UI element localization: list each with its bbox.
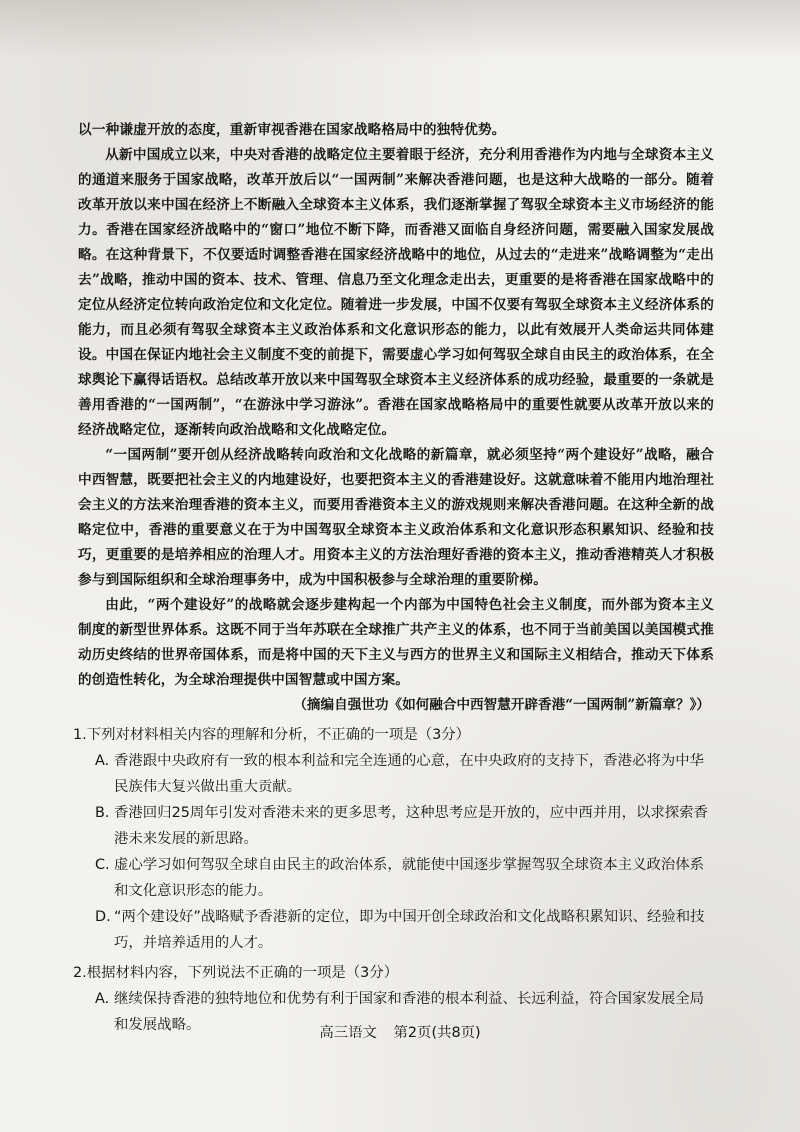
option-text: 香港回归25周年引发对香港未来的更多思考，这种思考应是开放的，应中西并用，以求探索香港未来发展的新思路。 [114,805,708,847]
option-d [78,904,714,956]
option-b [78,800,714,852]
passage-paragraph: 由此，“两个建设好”的战略就会逐步建构起一个内部为中国特色社会主义制度，而外部为资本主义制度的新型世界体系。这既不同于当年苏联在全球推广共产主义的体系，也不同于当前美国以美国模式推动历史终结的世界帝国体系，而是将中国的天下主义与西方的世界主义和国际主义相结合，推动天下体系的创造性转化，为全球治理提供中国智慧或中国方案。 [78,597,714,688]
option-letter: B. [95,805,110,821]
option-a [78,748,714,800]
option-text: 香港跟中央政府有一致的根本利益和完全连通的心意，在中央政府的支持下，香港必将为中华民族伟大复兴做出重大贡献。 [114,753,705,795]
question-stem: 1.下列对材料相关内容的理解和分析，不正确的一项是（3分） [73,727,471,743]
page-content [73,118,714,1038]
option-letter: A. [95,991,110,1007]
scan-shadow [0,0,800,60]
page-footer [0,1021,800,1042]
question-1 [73,722,714,956]
question-stem: 2.根据材料内容，下列说法不正确的一项是（3分） [73,965,399,981]
passage-paragraph: 以一种谦虚开放的态度，重新审视香港在国家战略格局中的独特优势。 [78,122,506,138]
option-letter: D. [95,909,111,925]
passage-paragraph: “一国两制”要开创从经济战略转向政治和文化战略的新篇章，就必须坚持“两个建设好”战略，融合中西智慧，既要把社会主义的内地建设好，也要把资本主义的香港建设好。这就意味着不能用内地治理社会主义的方法来治理香港的资本主义，而要用香港资本主义的游戏规则来解决香港问题。在这种全新的战略定位中，香港的重要意义在于为中国驾驭全球资本主义政治体系和文化意识形态积累知识、经验和技巧，更重要的是培养相应的治理人才。用资本主义的方法治理好香港的资本主义，推动香港精英人才积极参与到国际组织和全球治理事务中，成为中国积极参与全球治理的重要阶梯。 [78,447,714,588]
passage-paragraph: 从新中国成立以来，中央对香港的战略定位主要着眼于经济，充分利用香港作为内地与全球资本主义的通道来服务于国家战略，改革开放后以“一国两制”来解决香港问题，也是这种大战略的一部分。随着改革开放以来中国在经济上不断融入全球资本主义体系，我们逐渐掌握了驾驭全球资本主义市场经济的能力。香港在国家经济战略中的“窗口”地位不断下降，而香港又面临自身经济问题，需要融入国家发展战略。在这种背景下，不仅要适时调整香港在国家经济战略中的地位，从过去的“走进来”战略调整为“走出去”战略，推动中国的资本、技术、管理、信息乃至文化理念走出去，更重要的是将香港在国家战略中的定位从经济定位转向政治定位和文化定位。随着进一步发展，中国不仅要有驾驭全球资本主义经济体系的能力，而且必须有驾驭全球资本主义政治体系和文化意识形态的能力，以此有效展开人类命运共同体建设。中国在保证内地社会主义制度不变的前提下，需要虚心学习如何驾驭全球自由民主的政治体系，在全球舆论下赢得话语权。总结改革开放以来中国驾驭全球资本主义经济体系的成功经验，最重要的一条就是善用香港的“一国两制”，“在游泳中学习游泳”。香港在国家战略格局中的重要性就要从改革开放以来的经济战略定位，逐渐转向政治战略和文化战略定位。 [78,147,714,438]
option-text: “两个建设好”战略赋予香港新的定位，即为中国开创全球政治和文化战略积累知识、经验和技巧，并培养适用的人才。 [114,909,705,951]
option-letter: A. [95,753,110,769]
footer-subject: 高三语文 [319,1025,377,1041]
option-c [78,852,714,904]
option-text: 虚心学习如何驾驭全球自由民主的政治体系，就能使中国逐步掌握驾驭全球资本主义政治体系和文化意识形态的能力。 [114,857,705,899]
footer-page-number: 第2页(共8页) [393,1025,481,1041]
option-letter: C. [95,857,110,873]
passage-citation: （摘编自强世功《如何融合中西智慧开辟香港“一国两制”新篇章？》） [293,697,710,713]
option-text: 继续保持香港的独特地位和优势有利于国家和香港的根本利益、长远利益，符合国家发展全局和发展战略。 [114,991,705,1033]
